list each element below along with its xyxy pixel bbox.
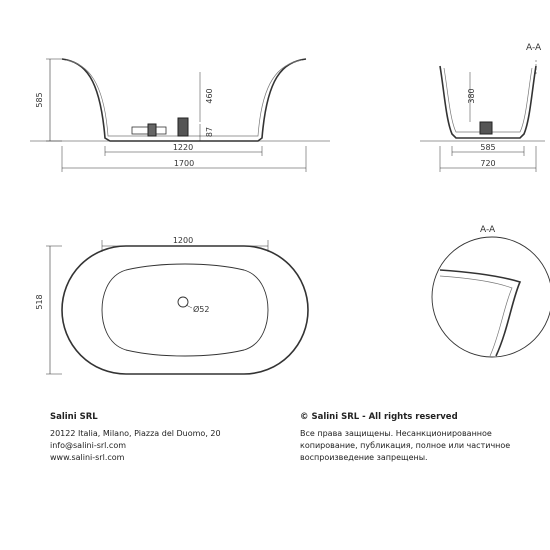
section-drain	[480, 122, 492, 134]
detail-label: A-A	[480, 225, 496, 235]
tub-plan-outer	[62, 246, 308, 374]
dim-side-outer-length: 1700	[173, 159, 195, 168]
company-name: Salini SRL	[50, 412, 98, 422]
detail-circle	[432, 237, 550, 357]
dim-side-base: 87	[205, 126, 214, 138]
section-view	[420, 60, 545, 172]
company-address: 20122 Italia, Milano, Piazza del Duomo, 20	[50, 429, 221, 438]
detail-view	[432, 237, 550, 357]
top-view	[46, 240, 308, 374]
footer-contact	[50, 412, 280, 464]
copyright-title: © Salini SRL - All rights reserved	[300, 412, 458, 422]
dim-section-outer-width: 720	[480, 159, 496, 168]
dim-top-width: 518	[35, 294, 44, 310]
dim-top-inner-length: 1200	[172, 236, 194, 245]
dim-section-inner-width: 585	[480, 143, 496, 152]
copyright-line-2: копирование, публикация, полное или частичное	[300, 441, 511, 450]
tub-plan-inner	[102, 264, 268, 356]
side-view	[30, 59, 330, 172]
section-label: A-A	[526, 43, 542, 53]
copyright-line-1: Все права защищены. Несанкционированное	[300, 429, 492, 438]
dim-side-inner-depth: 460	[205, 88, 214, 104]
footer-copyright	[300, 412, 520, 464]
company-email[interactable]: info@salini-srl.com	[50, 441, 127, 450]
dim-side-height: 585	[35, 92, 44, 108]
waste-trap	[178, 118, 188, 136]
dim-side-inner-length: 1220	[172, 143, 194, 152]
dim-section-depth: 380	[467, 88, 476, 104]
dim-drain-diameter: Ø52	[193, 305, 210, 314]
company-website[interactable]: www.salini-srl.com	[50, 453, 125, 462]
detail-profile	[440, 270, 520, 356]
copyright-line-3: воспроизведение запрещены.	[300, 453, 428, 462]
